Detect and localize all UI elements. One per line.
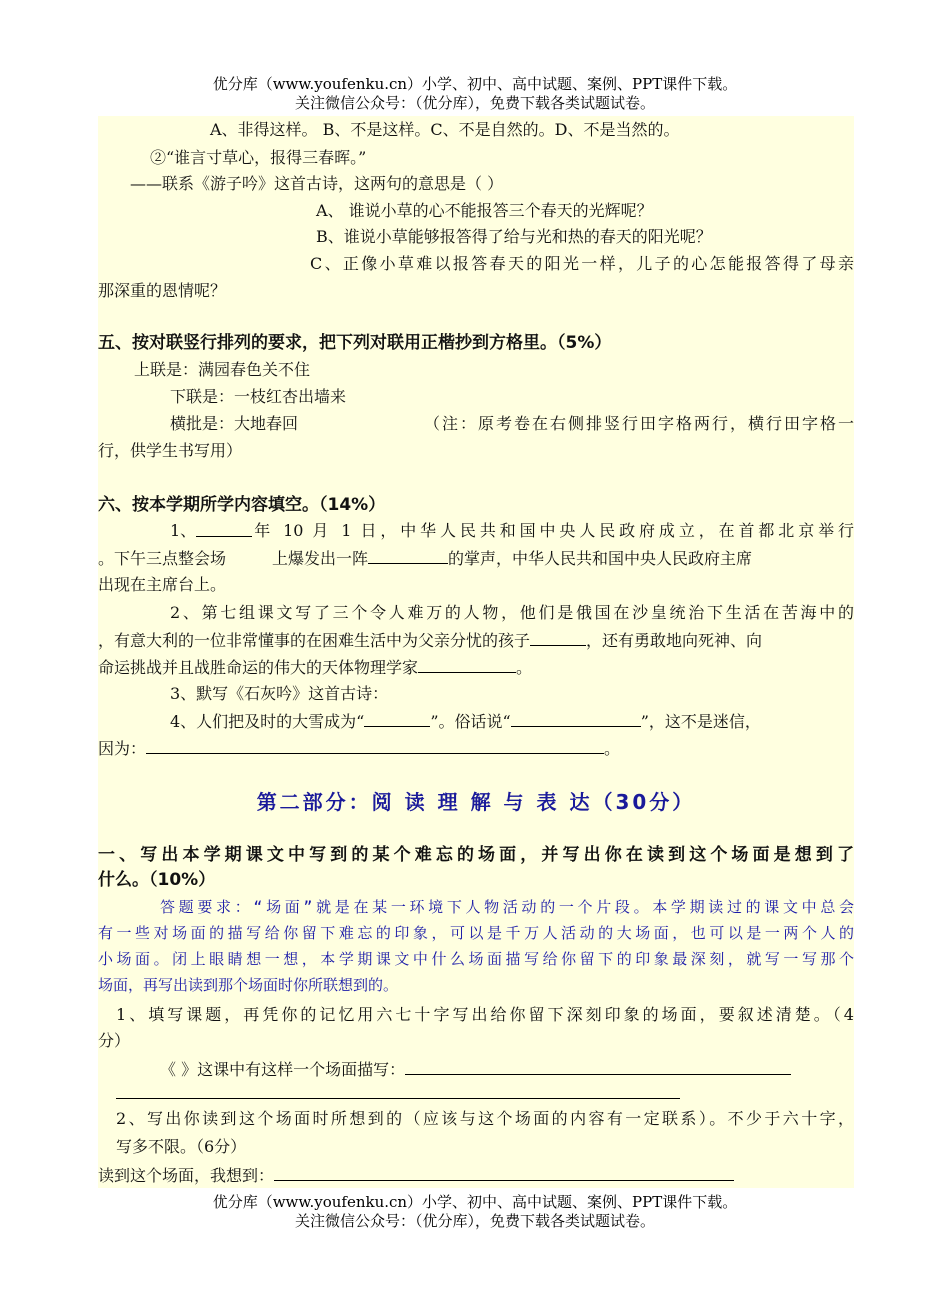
couplet-upper: 上联是：满园春色关不住: [134, 360, 311, 379]
writing-q1-lead-text: 《 》这课中有这样一个场面描写：: [160, 1060, 406, 1079]
fill-q2-line1: 2、第七组课文写了三个令人难万的人物，他们是俄国在沙皇统治下生活在苦海中的: [170, 603, 854, 622]
couplet-horizontal: 横批是：大地春回: [170, 414, 299, 433]
fill-q1-applause-blank[interactable]: [368, 545, 448, 564]
part2-section1-title-line1: 一、写出本学期课文中写到的某个难忘的场面，并写出你在读到这个场面是想到了: [98, 845, 854, 865]
q4-option-c-line2: 那深重的恩情呢？: [98, 281, 227, 300]
fill-q2-text-d: 命运挑战并且战胜命运的伟大的天体物理学家: [98, 658, 419, 677]
writing-q2-line2: 写多不限。（6分）: [116, 1137, 247, 1156]
fill-q4-text-d: 因为：: [98, 739, 147, 758]
fill-q3: 3、默写《石灰吟》这首古诗：: [170, 684, 389, 703]
section6-title: 六、按本学期所学内容填空。（14%）: [98, 495, 386, 515]
section5-title: 五、按对联竖行排列的要求，把下列对联用正楷抄到方格里。（5%）: [98, 333, 612, 353]
part2-section1-title-line2: 什么。（10%）: [98, 870, 216, 890]
q4-option-c-line1: C、正像小草难以报答春天的阳光一样，儿子的心怎能报答得了母亲: [310, 254, 854, 273]
fill-q4-text-e: 。: [604, 739, 621, 758]
writing-q1-lead: [160, 1056, 791, 1083]
fill-q2-text-c: ，还有勇敢地向死神、向: [586, 631, 763, 650]
fill-q4-saying-blank[interactable]: [511, 708, 641, 727]
q4-options-1: A、非得这样。 B、不是这样。C、不是自然的。D、不是当然的。: [210, 120, 680, 139]
header-line-1: 优分库（www.youfenku.cn）小学、初中、高中试题、案例、PPT课件下载。: [212, 75, 738, 93]
writing-q2-answer-blank[interactable]: [274, 1162, 734, 1181]
fill-q1-number: 1、: [170, 521, 197, 540]
fill-q4-line1: [170, 708, 761, 735]
section5-note-line1: （注：原考卷在右侧排竖行田字格两行，横行田字格一: [424, 414, 854, 433]
answer-requirement-line3: 小场面。闭上眼睛想一想，本学期课文中什么场面描写给你留下的印象最深刻，就写一写那个: [98, 950, 854, 968]
fill-q2-line3: [98, 654, 532, 681]
fill-q2-astronomer-blank[interactable]: [418, 654, 516, 673]
fill-q4-reason-blank[interactable]: [146, 735, 604, 754]
fill-q2-text-e: 。: [516, 658, 533, 677]
q4-item-2: ②“谁言寸草心，报得三春晖。”: [150, 148, 367, 167]
part2-title: 第二部分：阅 读 理 解 与 表 达（30分）: [256, 790, 696, 814]
writing-q2-lead-text: 读到这个场面，我想到：: [98, 1166, 275, 1185]
fill-q1-text-e: 的掌声，中华人民共和国中央人民政府主席: [448, 549, 753, 568]
fill-q4-line2: [98, 735, 620, 762]
writing-q1-line2: 分）: [98, 1031, 131, 1050]
fill-q2-line2: [98, 627, 762, 654]
couplet-lower: 下联是：一枝红杏出墙来: [170, 387, 347, 406]
q4-option-b: B、谁说小草能够报答得了给与光和热的春天的阳光呢？: [316, 227, 712, 246]
footer-line-2: 关注微信公众号：（优分库），免费下载各类试题试卷。: [294, 1212, 655, 1230]
fill-q1-text: 年 10 月 1 日，中华人民共和国中央人民政府成立，在首都北京举行: [254, 521, 854, 540]
writing-q1-answer-blank-1[interactable]: [405, 1056, 791, 1075]
q4-option-a: A、 谁说小草的心不能报答三个春天的光辉呢？: [316, 201, 653, 220]
fill-q1-line2: [98, 545, 752, 572]
q4-prompt: ——联系《游子吟》这首古诗，这两句的意思是（ ）: [130, 174, 504, 193]
writing-q2-lead: [98, 1162, 734, 1189]
fill-q4-snow-blank[interactable]: [364, 708, 430, 727]
fill-q4-text-a: 4、人们把及时的大雪成为“: [170, 712, 365, 731]
writing-q1-answer-blank-2[interactable]: [116, 1098, 680, 1099]
answer-requirement-line2: 有一些对场面的描写给你留下难忘的印象，可以是千万人活动的大场面，也可以是一两个人的: [98, 924, 854, 942]
fill-q2-child-blank[interactable]: [530, 627, 586, 646]
fill-q1-line1: [170, 518, 854, 544]
fill-q1-text-d: 上爆发出一阵: [272, 549, 369, 568]
fill-q4-text-b: ”。俗话说“: [430, 712, 511, 731]
footer-line-1: 优分库（www.youfenku.cn）小学、初中、高中试题、案例、PPT课件下载。: [212, 1193, 738, 1211]
answer-requirement-line1: 答题要求：“场面”就是在某一环境下人物活动的一个片段。本学期读过的课文中总会: [160, 898, 854, 916]
section5-note-line2: 行，供学生书写用）: [98, 441, 243, 460]
fill-q1-year-blank[interactable]: [196, 518, 252, 537]
writing-q2-line1: 2、写出你读到这个场面时所想到的（应该与这个场面的内容有一定联系）。不少于六十字，: [116, 1109, 854, 1128]
fill-q1-line3: 出现在主席台上。: [98, 575, 227, 594]
fill-q4-text-c: ”，这不是迷信，: [640, 712, 761, 731]
answer-requirement-line4: 场面，再写出读到那个场面时你所联想到的。: [98, 976, 399, 994]
fill-q2-text-b: ，有意大利的一位非常懂事的在困难生活中为父亲分忧的孩子: [98, 631, 531, 650]
header-line-2: 关注微信公众号：（优分库），免费下载各类试题试卷。: [294, 94, 655, 112]
fill-q1-text-c: 。下午三点整会场: [98, 549, 227, 568]
writing-q1-line1: 1、填写课题，再凭你的记忆用六七十字写出给你留下深刻印象的场面，要叙述清楚。（4: [116, 1005, 854, 1024]
